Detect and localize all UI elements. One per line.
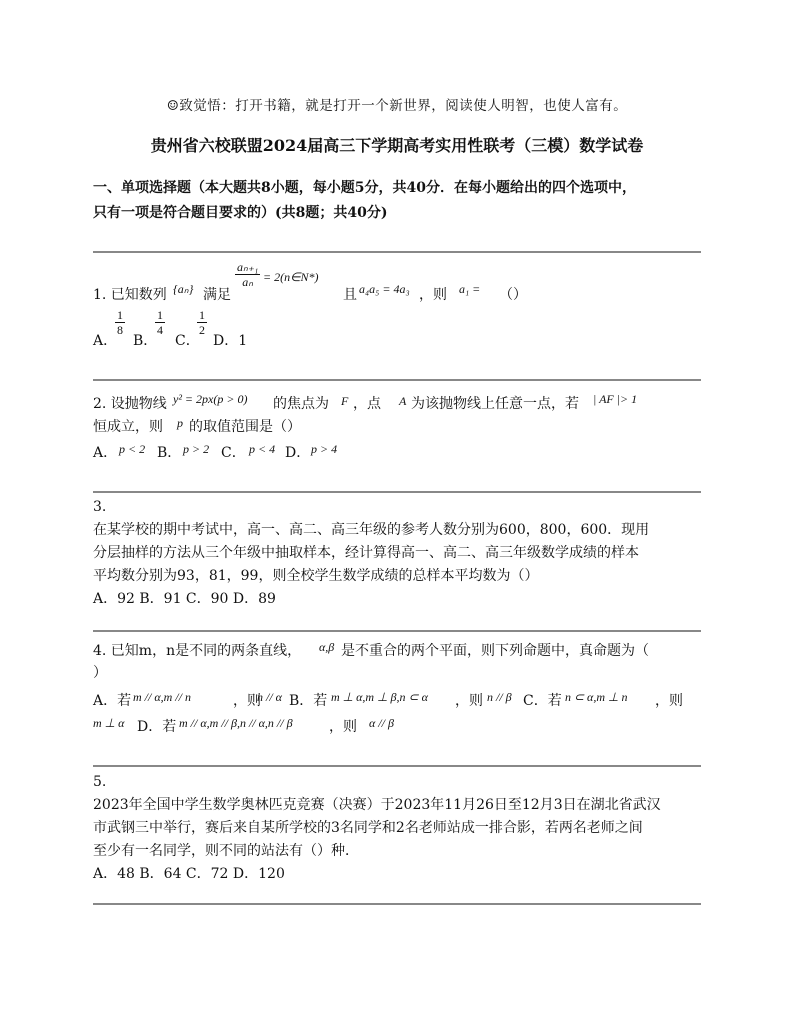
q4-close: ） [93,665,107,681]
q2-option-a-value: p < 2 [119,442,146,456]
q1-option-b: B． [133,333,158,349]
q4-option-b-then: ，则 [455,693,483,709]
q4-planes: α,β [319,640,335,654]
q2-option-d-value: p > 4 [311,442,338,456]
q3-number: 3. [93,499,107,515]
q4-prefix: 4. 已知m，n是不同的两条直线， [93,643,302,659]
q3-line-2: 分层抽样的方法从三个年级中抽取样本，经计算得高一、高二、高三年级数学成绩的样本 [93,545,639,561]
q2-option-c-value: p < 4 [249,442,276,456]
section-header [93,176,703,226]
divider [93,251,701,253]
q4-option-d-result: α // β [369,716,394,730]
q4-option-d-then: ，则 [329,719,357,735]
q2-option-b-value: p > 2 [183,442,210,456]
q4-option-d: D．若 [137,719,177,735]
q4-option-a-result: n // α [257,690,282,704]
q1-frac-num: aₙ₊₁ [237,260,259,274]
q1-condition: = 2(n∈N*) [263,270,319,284]
q2-prefix: 2. 设抛物线 [93,396,167,412]
q2-curve: y² = 2px(p > 0) [173,392,248,406]
q2-condition: | AF |> 1 [593,392,638,406]
q4-options-row-2 [93,710,703,736]
q2-f: F [341,394,349,408]
q1-option-a-num: 1 [117,308,123,322]
q2-comma: ，点 [353,396,381,412]
question-1 [93,258,703,349]
q5-line-2: 市武钢三中举行，赛后来自某所学校的3名同学和2名老师站成一排合影，若两名老师之间 [93,820,643,836]
q4-option-a: A．若 [93,693,132,709]
divider [93,630,701,632]
q1-option-c-num: 1 [199,308,205,322]
q1-ask: a₁ = [459,282,481,296]
q1-satisfy: 满足 [203,287,231,303]
q4-option-c-then: ，则 [655,693,683,709]
section-header-line-1: 一、单项选择题（本大题共8小题，每小题5分，共40分．在每小题给出的四个选项中， [93,180,636,196]
q1-option-c-value [197,308,207,337]
q3-line-3: 平均数分别为93，81，99，则全校学生数学成绩的总样本平均数为（） [93,568,539,584]
question-4 [93,636,703,736]
q1-option-c-den: 2 [199,323,205,337]
q2-option-c: C． [221,445,246,461]
q3-options: A．92 B．91 C．90 D．89 [93,591,276,607]
q2-a: A [399,394,407,408]
q1-blank: （） [499,287,527,303]
q5-line-3: 至少有一名同学，则不同的站法有（）种． [93,843,359,859]
q1-option-c: C． [175,333,200,349]
section-header-line-2: 只有一项是符合题目要求的）(共8题；共40分) [93,205,388,221]
q1-option-a: A． [93,333,118,349]
q1-prefix: 1. 已知数列 [93,287,167,303]
q1-option-b-num: 1 [157,308,163,322]
divider [93,491,701,493]
q1-frac-den: aₙ [242,275,254,289]
q4-option-c: C．若 [523,693,562,709]
q4-rest: 是不重合的两个平面，则下列命题中，真命题为（ [341,643,649,659]
q4-option-b-result: n // β [487,690,512,704]
q4-option-b: B．若 [289,693,328,709]
q1-fraction [235,260,260,289]
q4-option-d-cond: m // α,m // β,n // α,n // β [179,716,293,730]
q2-options [93,434,703,460]
q2-option-b: B． [157,445,182,461]
q1-option-d: D．1 [213,333,248,349]
q4-option-b-cond: m ⊥ α,m ⊥ β,n ⊂ α [331,690,428,704]
q2-line2b: 的取值范围是（） [189,419,301,435]
q1-options [93,304,703,349]
q2-focus: 的焦点为 [273,396,329,412]
q1-and: 且 [343,287,357,303]
q5-number: 5. [93,774,107,790]
question-5 [93,771,703,886]
q4-option-a-cond: m // α,m // n [133,690,191,704]
q2-option-a: A． [93,445,118,461]
q2-line2a: 恒成立，则 [93,419,163,435]
motto-line: ☺致觉悟：打开书籍，就是打开一个新世界，阅读使人明智，也使人富有。 [166,98,628,114]
page-title: 贵州省六校联盟2024届高三下学期高考实用性联考（三模）数学试卷 [150,136,644,155]
q2-option-d: D． [285,445,311,461]
q1-option-b-den: 4 [157,323,163,337]
q1-option-b-value [155,308,165,337]
question-2 [93,386,703,460]
q2-mid: 为该抛物线上任意一点，若 [411,396,579,412]
q4-option-c-cond: n ⊂ α,m ⊥ n [565,690,628,704]
q3-line-1: 在某学校的期中考试中，高一、高二、高三年级的参考人数分别为600，800，600．现用 [93,522,650,538]
q1-then: ，则 [419,287,447,303]
q1-option-a-value [115,308,125,337]
q5-line-1: 2023年全国中学生数学奥林匹克竞赛（决赛）于2023年11月26日至12月3日在湖北省武汉 [93,797,661,813]
divider [93,903,701,905]
q1-sequence: {aₙ} [173,282,194,296]
q1-option-a-den: 8 [117,323,123,337]
q4-option-a-then: ，则 [233,693,261,709]
q5-options: A．48 B．64 C．72 D．120 [93,866,285,882]
question-3 [93,496,703,611]
q4-options-row-1 [93,684,703,710]
q4-option-c-result: m ⊥ α [93,716,125,730]
q2-p: p [177,416,183,430]
q1-condition-2: a₄a₅ = 4a₃ [359,282,410,296]
divider [93,765,701,767]
divider [93,379,701,381]
